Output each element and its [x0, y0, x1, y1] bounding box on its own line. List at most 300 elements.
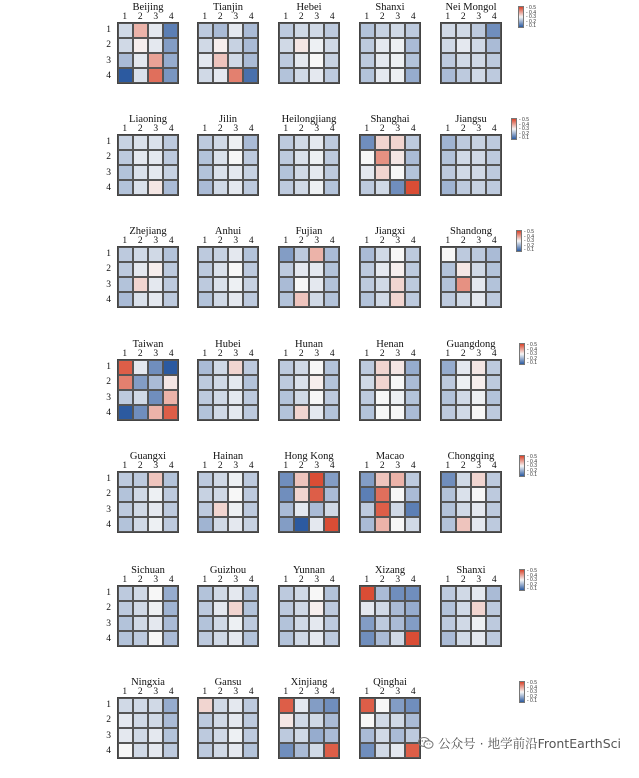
heatmap-cell: [375, 38, 390, 53]
column-tick-label: 1: [202, 349, 208, 359]
panel-title: Nei Mongol: [445, 2, 497, 13]
heatmap-cell: [471, 405, 486, 420]
heatmap-cell: [279, 23, 294, 38]
heatmap-cell: [375, 502, 390, 517]
heatmap-cell: [375, 262, 390, 277]
heatmap-cell: [375, 23, 390, 38]
heatmap-cell: [375, 487, 390, 502]
column-tick-label: 3: [476, 461, 482, 471]
heatmap-cell: [163, 135, 178, 150]
heatmap-cell: [309, 616, 324, 631]
heatmap-cell: [118, 23, 133, 38]
heatmap-cell: [405, 616, 420, 631]
heatmap-cell: [228, 68, 243, 83]
column-tick-label: 2: [460, 575, 466, 585]
column-tick-label: 2: [137, 236, 143, 246]
row-tick-label: 3: [106, 55, 111, 66]
column-tick-label: 4: [329, 461, 335, 471]
heatmap-cell: [471, 23, 486, 38]
heatmap-cell: [375, 375, 390, 390]
heatmap-grid: [440, 585, 502, 647]
heatmap-cell: [118, 616, 133, 631]
heatmap-cell: [324, 713, 339, 728]
column-tick-label: 4: [410, 236, 416, 246]
heatmap-cell: [198, 728, 213, 743]
heatmap-cell: [279, 277, 294, 292]
heatmap-cell: [133, 728, 148, 743]
column-tick-label: 3: [395, 349, 401, 359]
heatmap-cell: [375, 150, 390, 165]
column-tick-label: 1: [283, 687, 289, 697]
heatmap-cell: [118, 472, 133, 487]
heatmap-cell: [324, 68, 339, 83]
heatmap-cell: [456, 487, 471, 502]
heatmap-cell: [279, 601, 294, 616]
watermark-text: 公众号 · 地学前沿FrontEarthSci: [438, 736, 621, 751]
color-legend: [519, 569, 543, 595]
row-tick-label: 1: [106, 587, 111, 598]
heatmap-cell: [279, 502, 294, 517]
column-tick-label: 3: [233, 124, 239, 134]
heatmap-cell: [486, 135, 501, 150]
heatmap-cell: [375, 68, 390, 83]
heatmap-cell: [228, 713, 243, 728]
heatmap-cell: [360, 405, 375, 420]
row-tick-label: 2: [106, 603, 111, 614]
heatmap-cell: [390, 728, 405, 743]
heatmap-cell: [390, 743, 405, 758]
heatmap-cell: [390, 68, 405, 83]
wechat-icon: [418, 736, 434, 750]
column-tick-label: 2: [379, 687, 385, 697]
heatmap-cell: [228, 150, 243, 165]
legend-colorbar: [519, 681, 525, 703]
heatmap-cell: [279, 698, 294, 713]
heatmap-cell: [486, 277, 501, 292]
heatmap-cell: [390, 616, 405, 631]
row-tick-label: 4: [106, 520, 111, 531]
heatmap-cell: [405, 68, 420, 83]
column-tick-label: 4: [491, 575, 497, 585]
heatmap-cell: [228, 517, 243, 532]
heatmap-cell: [148, 616, 163, 631]
column-tick-label: 4: [248, 12, 254, 22]
heatmap-cell: [213, 713, 228, 728]
heatmap-cell: [148, 53, 163, 68]
heatmap-cell: [375, 165, 390, 180]
column-tick-label: 3: [314, 575, 320, 585]
heatmap-cell: [133, 292, 148, 307]
watermark: [418, 734, 621, 752]
heatmap-cell: [324, 23, 339, 38]
heatmap-cell: [405, 405, 420, 420]
heatmap-cell: [228, 165, 243, 180]
heatmap-cell: [213, 487, 228, 502]
heatmap-cell: [243, 23, 258, 38]
column-tick-label: 2: [217, 575, 223, 585]
heatmap-cell: [148, 487, 163, 502]
heatmap-cell: [441, 38, 456, 53]
heatmap-cell: [243, 375, 258, 390]
column-tick-label: 3: [314, 687, 320, 697]
heatmap-cell: [213, 728, 228, 743]
legend-tick-label: - 0.1: [526, 23, 537, 29]
heatmap-cell: [309, 698, 324, 713]
heatmap-cell: [279, 586, 294, 601]
heatmap-cell: [309, 601, 324, 616]
heatmap-cell: [163, 631, 178, 646]
heatmap-grid: [440, 22, 502, 84]
heatmap-cell: [456, 631, 471, 646]
column-tick-label: 4: [248, 687, 254, 697]
heatmap-cell: [148, 472, 163, 487]
heatmap-cell: [405, 502, 420, 517]
column-tick-label: 1: [122, 461, 128, 471]
column-tick-label: 2: [137, 12, 143, 22]
column-tick-label: 1: [445, 124, 451, 134]
column-tick-label: 4: [168, 687, 174, 697]
column-tick-label: 4: [491, 349, 497, 359]
heatmap-cell: [148, 586, 163, 601]
heatmap-cell: [228, 247, 243, 262]
heatmap-cell: [324, 586, 339, 601]
heatmap-cell: [198, 135, 213, 150]
heatmap-cell: [441, 165, 456, 180]
column-tick-label: 1: [364, 349, 370, 359]
heatmap-cell: [163, 405, 178, 420]
heatmap-cell: [360, 292, 375, 307]
heatmap-cell: [324, 601, 339, 616]
heatmap-cell: [390, 38, 405, 53]
heatmap-cell: [309, 728, 324, 743]
legend-tick-label: - 0.1: [527, 698, 538, 704]
heatmap-cell: [471, 292, 486, 307]
column-tick-label: 3: [153, 236, 159, 246]
heatmap-cell: [279, 247, 294, 262]
panel-title: Jiangxi: [374, 226, 406, 237]
legend-tick-label: - 0.4: [527, 572, 538, 579]
heatmap-cell: [375, 247, 390, 262]
heatmap-cell: [243, 472, 258, 487]
heatmap-cell: [456, 277, 471, 292]
legend-colorbar: [519, 343, 525, 365]
heatmap-cell: [375, 631, 390, 646]
row-tick-label: 3: [106, 279, 111, 290]
heatmap-cell: [360, 601, 375, 616]
heatmap-cell: [213, 616, 228, 631]
heatmap-cell: [375, 180, 390, 195]
heatmap-cell: [213, 247, 228, 262]
heatmap-cell: [294, 262, 309, 277]
color-legend: [516, 230, 540, 256]
heatmap-cell: [456, 23, 471, 38]
heatmap-cell: [375, 713, 390, 728]
heatmap-cell: [213, 68, 228, 83]
heatmap-cell: [133, 405, 148, 420]
heatmap-cell: [456, 165, 471, 180]
column-tick-label: 4: [168, 12, 174, 22]
heatmap-cell: [148, 360, 163, 375]
heatmap-cell: [148, 728, 163, 743]
color-legend: [519, 681, 543, 707]
legend-tick-label: - 0.3: [527, 689, 538, 695]
heatmap-cell: [324, 698, 339, 713]
heatmap-cell: [228, 487, 243, 502]
heatmap-cell: [360, 375, 375, 390]
heatmap-cell: [213, 375, 228, 390]
heatmap-grid: [278, 697, 340, 759]
heatmap-cell: [243, 517, 258, 532]
panel-title: Xizang: [374, 565, 406, 576]
heatmap-cell: [294, 38, 309, 53]
legend-colorbar: [519, 455, 525, 477]
heatmap-cell: [118, 135, 133, 150]
heatmap-cell: [375, 517, 390, 532]
row-tick-label: 1: [106, 248, 111, 259]
column-tick-label: 2: [298, 236, 304, 246]
column-tick-label: 3: [314, 124, 320, 134]
heatmap-cell: [486, 292, 501, 307]
heatmap-cell: [324, 150, 339, 165]
panel-title: Zhejiang: [129, 226, 167, 237]
heatmap-cell: [390, 601, 405, 616]
heatmap-cell: [228, 616, 243, 631]
heatmap-cell: [441, 262, 456, 277]
heatmap-cell: [118, 586, 133, 601]
heatmap-cell: [228, 23, 243, 38]
heatmap-cell: [456, 53, 471, 68]
heatmap-cell: [118, 150, 133, 165]
heatmap-cell: [228, 360, 243, 375]
heatmap-cell: [213, 23, 228, 38]
heatmap-cell: [163, 728, 178, 743]
heatmap-cell: [360, 728, 375, 743]
heatmap-cell: [360, 698, 375, 713]
heatmap-cell: [486, 150, 501, 165]
heatmap-cell: [309, 23, 324, 38]
heatmap-cell: [309, 472, 324, 487]
heatmap-cell: [324, 631, 339, 646]
heatmap-cell: [243, 728, 258, 743]
heatmap-cell: [309, 743, 324, 758]
legend-colorbar: [519, 569, 525, 591]
panel-title: Guizhou: [209, 565, 247, 576]
column-tick-label: 4: [491, 461, 497, 471]
column-tick-label: 3: [153, 687, 159, 697]
column-tick-label: 2: [137, 687, 143, 697]
legend-tick-label: - 0.3: [526, 14, 537, 20]
heatmap-cell: [486, 502, 501, 517]
column-tick-label: 2: [298, 12, 304, 22]
heatmap-cell: [375, 601, 390, 616]
legend-tick-label: - 0.1: [519, 135, 530, 141]
heatmap-cell: [405, 601, 420, 616]
heatmap-grid: [278, 471, 340, 533]
heatmap-cell: [360, 68, 375, 83]
column-tick-label: 2: [379, 575, 385, 585]
heatmap-cell: [360, 360, 375, 375]
heatmap-cell: [133, 180, 148, 195]
heatmap-cell: [456, 247, 471, 262]
column-tick-label: 4: [248, 575, 254, 585]
column-tick-label: 4: [410, 461, 416, 471]
heatmap-cell: [390, 390, 405, 405]
heatmap-cell: [279, 743, 294, 758]
panel-title: Shanxi: [456, 565, 486, 576]
column-tick-label: 1: [122, 12, 128, 22]
heatmap-cell: [294, 631, 309, 646]
heatmap-grid: [197, 585, 259, 647]
heatmap-grid: [359, 134, 421, 196]
color-legend: [519, 455, 543, 481]
heatmap-cell: [148, 698, 163, 713]
heatmap-cell: [148, 517, 163, 532]
column-tick-label: 1: [283, 12, 289, 22]
heatmap-cell: [294, 68, 309, 83]
heatmap-cell: [471, 135, 486, 150]
column-tick-label: 2: [298, 687, 304, 697]
column-tick-label: 1: [283, 461, 289, 471]
heatmap-cell: [294, 698, 309, 713]
legend-colorbar: [516, 230, 522, 252]
column-tick-label: 1: [364, 12, 370, 22]
heatmap-cell: [118, 713, 133, 728]
heatmap-grid: [117, 697, 179, 759]
column-tick-label: 3: [476, 575, 482, 585]
heatmap-cell: [360, 23, 375, 38]
heatmap-cell: [471, 472, 486, 487]
heatmap-cell: [198, 292, 213, 307]
heatmap-cell: [471, 150, 486, 165]
heatmap-cell: [405, 631, 420, 646]
heatmap-cell: [405, 38, 420, 53]
heatmap-cell: [294, 150, 309, 165]
heatmap-cell: [133, 616, 148, 631]
panel-title: Jiangsu: [455, 114, 487, 125]
heatmap-cell: [375, 698, 390, 713]
column-tick-label: 3: [233, 236, 239, 246]
heatmap-cell: [198, 472, 213, 487]
panel-title: Shanghai: [370, 114, 410, 125]
heatmap-cell: [118, 698, 133, 713]
heatmap-cell: [148, 165, 163, 180]
heatmap-cell: [133, 631, 148, 646]
heatmap-cell: [198, 517, 213, 532]
heatmap-cell: [390, 23, 405, 38]
heatmap-cell: [456, 586, 471, 601]
heatmap-cell: [405, 53, 420, 68]
heatmap-cell: [360, 165, 375, 180]
heatmap-grid: [197, 246, 259, 308]
heatmap-cell: [471, 390, 486, 405]
column-tick-label: 3: [395, 575, 401, 585]
column-tick-label: 1: [283, 575, 289, 585]
heatmap-cell: [213, 586, 228, 601]
heatmap-cell: [213, 277, 228, 292]
row-tick-label: 4: [106, 634, 111, 645]
heatmap-cell: [198, 38, 213, 53]
heatmap-cell: [324, 616, 339, 631]
heatmap-cell: [118, 405, 133, 420]
column-tick-label: 2: [460, 236, 466, 246]
heatmap-cell: [360, 586, 375, 601]
heatmap-cell: [118, 728, 133, 743]
heatmap-cell: [471, 502, 486, 517]
legend-colorbar: [511, 118, 517, 140]
heatmap-cell: [375, 472, 390, 487]
column-tick-label: 2: [137, 575, 143, 585]
heatmap-cell: [198, 360, 213, 375]
panel-title: Guangdong: [446, 339, 496, 350]
heatmap-cell: [486, 262, 501, 277]
heatmap-cell: [441, 405, 456, 420]
heatmap-cell: [294, 277, 309, 292]
heatmap-cell: [118, 502, 133, 517]
heatmap-grid: [359, 359, 421, 421]
heatmap-cell: [198, 53, 213, 68]
panel-title: Fujian: [295, 226, 323, 237]
heatmap-cell: [471, 375, 486, 390]
column-tick-label: 3: [153, 124, 159, 134]
row-tick-label: 1: [106, 136, 111, 147]
heatmap-cell: [213, 390, 228, 405]
legend-tick-label: - 0.3: [524, 238, 535, 244]
heatmap-cell: [279, 631, 294, 646]
heatmap-cell: [198, 277, 213, 292]
heatmap-cell: [163, 165, 178, 180]
heatmap-cell: [213, 53, 228, 68]
heatmap-cell: [279, 390, 294, 405]
column-tick-label: 2: [217, 236, 223, 246]
heatmap-cell: [163, 472, 178, 487]
heatmap-cell: [441, 616, 456, 631]
column-tick-label: 1: [122, 236, 128, 246]
heatmap-cell: [405, 135, 420, 150]
heatmap-cell: [309, 68, 324, 83]
heatmap-cell: [279, 38, 294, 53]
panel-title: Hubei: [215, 339, 241, 350]
heatmap-cell: [360, 487, 375, 502]
heatmap-cell: [441, 517, 456, 532]
heatmap-cell: [148, 150, 163, 165]
heatmap-cell: [441, 472, 456, 487]
heatmap-cell: [324, 743, 339, 758]
heatmap-cell: [133, 472, 148, 487]
heatmap-cell: [405, 698, 420, 713]
heatmap-cell: [163, 390, 178, 405]
heatmap-cell: [324, 517, 339, 532]
column-tick-label: 4: [329, 12, 335, 22]
heatmap-cell: [390, 713, 405, 728]
heatmap-cell: [213, 502, 228, 517]
heatmap-cell: [390, 277, 405, 292]
column-tick-label: 2: [217, 12, 223, 22]
column-tick-label: 1: [202, 461, 208, 471]
heatmap-cell: [228, 277, 243, 292]
heatmap-cell: [375, 360, 390, 375]
heatmap-cell: [279, 728, 294, 743]
heatmap-cell: [228, 631, 243, 646]
heatmap-cell: [228, 698, 243, 713]
heatmap-cell: [486, 517, 501, 532]
column-tick-label: 4: [410, 575, 416, 585]
heatmap-cell: [148, 713, 163, 728]
heatmap-cell: [294, 586, 309, 601]
panel-title: Yunnan: [292, 565, 326, 576]
column-tick-label: 2: [379, 12, 385, 22]
column-tick-label: 4: [168, 575, 174, 585]
heatmap-cell: [163, 292, 178, 307]
